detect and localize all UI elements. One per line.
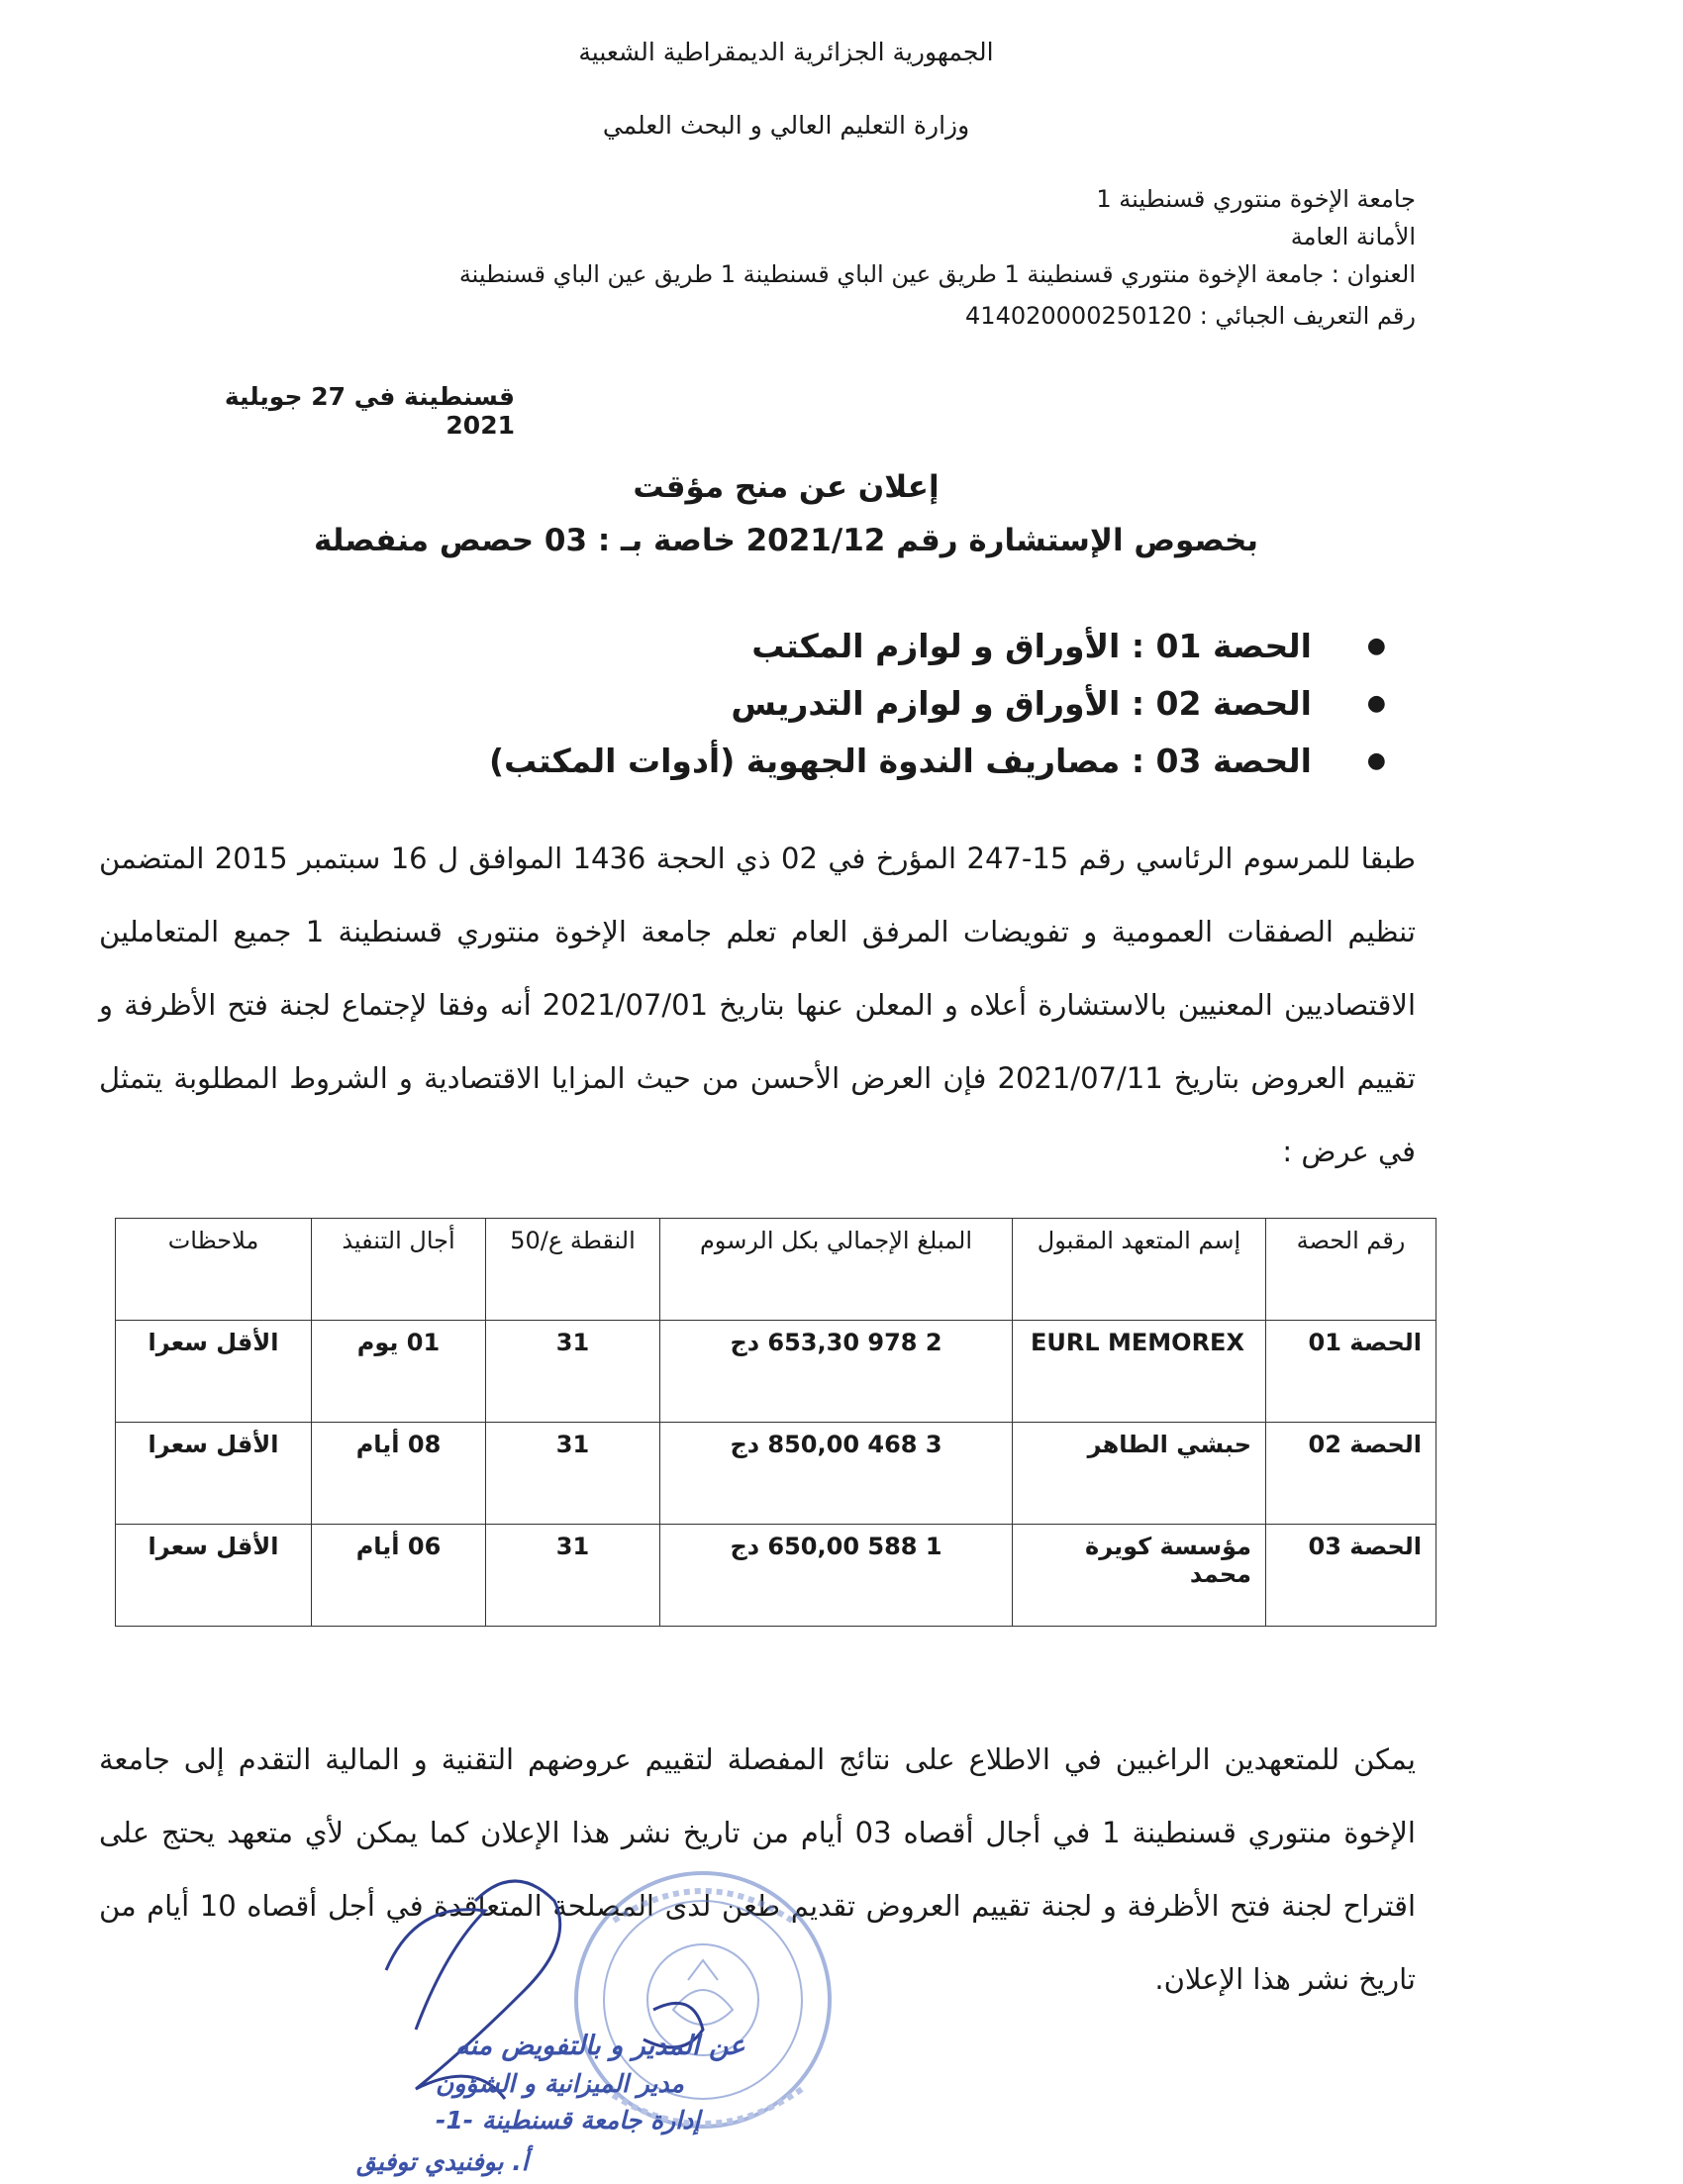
bullet-icon: ●	[1366, 748, 1386, 773]
bullet-icon: ●	[1366, 691, 1386, 716]
cell-notes: الأقل سعرا	[116, 1321, 312, 1423]
date-line: قسنطينة في 27 جويلية 2021	[224, 382, 515, 440]
cell-delay: 01 يوم	[312, 1321, 486, 1423]
university-name: جامعة الإخوة منتوري قسنطينة 1	[1096, 185, 1416, 213]
lot-label: الحصة 02 : الأوراق و لوازم التدريس	[731, 684, 1312, 723]
stamp-signature-area	[59, 1861, 911, 2180]
cell-delay: 08 أيام	[312, 1423, 486, 1525]
table-row	[116, 1423, 1436, 1525]
cell-amount: 2 978 653,30 دج	[660, 1321, 1013, 1423]
lot-label: الحصة 03 : مصاريف الندوة الجهوية (أدوات المكتب)	[488, 742, 1312, 780]
lot-label: الحصة 01 : الأوراق و لوازم المكتب	[751, 627, 1312, 665]
cell-notes: الأقل سعرا	[116, 1423, 312, 1525]
table-header-row	[116, 1219, 1436, 1321]
header-bidder: إسم المتعهد المقبول	[1013, 1219, 1266, 1321]
header-lot: رقم الحصة	[1266, 1219, 1436, 1321]
lots-list	[396, 618, 1386, 790]
cell-bidder: مؤسسة كويرة محمد	[1013, 1525, 1266, 1627]
republic-header: الجمهورية الجزائرية الديمقراطية الشعبية	[578, 38, 994, 66]
header-amount: المبلغ الإجمالي بكل الرسوم	[660, 1219, 1013, 1321]
cell-delay: 06 أيام	[312, 1525, 486, 1627]
cell-notes: الأقل سعرا	[116, 1525, 312, 1627]
lot-item	[396, 675, 1386, 733]
stamp-line-4: أ. بوفنيدي توفيق	[356, 2147, 529, 2176]
cell-amount: 1 588 650,00 دج	[660, 1525, 1013, 1627]
results-table	[115, 1218, 1436, 1627]
ministry-header: وزارة التعليم العالي و البحث العلمي	[602, 111, 970, 140]
cell-bidder: حبشي الطاهر	[1013, 1423, 1266, 1525]
tax-id-line: رقم التعريف الجبائي : 414020000250120	[965, 302, 1416, 330]
header-notes: ملاحظات	[116, 1219, 312, 1321]
lot-item	[396, 733, 1386, 790]
stamp-line-3: إدارة جامعة قسنطينة -1-	[436, 2106, 701, 2134]
cell-bidder: EURL MEMOREX	[1013, 1321, 1266, 1423]
cell-lot: الحصة 01	[1266, 1321, 1436, 1423]
bullet-icon: ●	[1366, 634, 1386, 658]
header-delay: أجال التنفيذ	[312, 1219, 486, 1321]
cell-score: 31	[486, 1525, 660, 1627]
announcement-title: إعلان عن منح مؤقت	[633, 469, 940, 505]
official-stamp	[59, 1861, 911, 2180]
cell-lot: الحصة 03	[1266, 1525, 1436, 1627]
secretariat-name: الأمانة العامة	[1290, 223, 1416, 250]
rect-stamp	[356, 2031, 745, 2177]
lot-item	[396, 618, 1386, 675]
intro-paragraph: طبقا للمرسوم الرئاسي رقم 15-247 المؤرخ في 02 ذي الحجة 1436 الموافق ل 16 سبتمبر 2015 المتضمن تنظيم الصفقات العمومية و تفويضات المرفق العام تعلم جامعة الإخوة منتوري قسنطينة 1 جميع المتعاملين الاقتصاديين المعنيين بالاستشارة أعلاه و المعلن عنها بتاريخ 2021/07/01 أنه وفقا لإجتماع لجنة فتح الأظرفة و تقييم العروض بتاريخ 2021/07/11 فإن العرض الأحسن من حيث المزايا الاقتصادية و الشروط المطلوبة يتمثل في عرض :	[99, 842, 1417, 1168]
cell-lot: الحصة 02	[1266, 1423, 1436, 1525]
announcement-subtitle: بخصوص الإستشارة رقم 2021/12 خاصة بـ : 03 حصص منفصلة	[313, 523, 1259, 558]
stamp-line-2: مدير الميزانية و الشؤون	[436, 2069, 684, 2098]
address-line: العنوان : جامعة الإخوة منتوري قسنطينة 1 طريق عين الباي قسنطينة 1 طريق عين الباي قسنطينة	[458, 260, 1416, 288]
table-row	[116, 1525, 1436, 1627]
cell-score: 31	[486, 1321, 660, 1423]
stamp-line-1: عن المدير و بالتفويض منه	[455, 2031, 745, 2061]
cell-score: 31	[486, 1423, 660, 1525]
closing-paragraph: يمكن للمتعهدين الراغبين في الاطلاع على نتائج المفصلة لتقييم عروضهم التقنية و المالية التقدم إلى جامعة الإخوة منتوري قسنطينة 1 في أجال أقصاه 03 أيام من تاريخ نشر هذا الإعلان كما يمكن لأي متعهد يحتج على اقتراح لجنة فتح الأظرفة و لجنة تقييم العروض تقديم طعن لدى المصلحة المتعاقدة في أجل أقصاه 10 أيام من تاريخ نشر هذا الإعلان.	[99, 1742, 1416, 1996]
header-score: النقطة ع/50	[486, 1219, 660, 1321]
table-row	[116, 1321, 1436, 1423]
cell-amount: 3 468 850,00 دج	[660, 1423, 1013, 1525]
